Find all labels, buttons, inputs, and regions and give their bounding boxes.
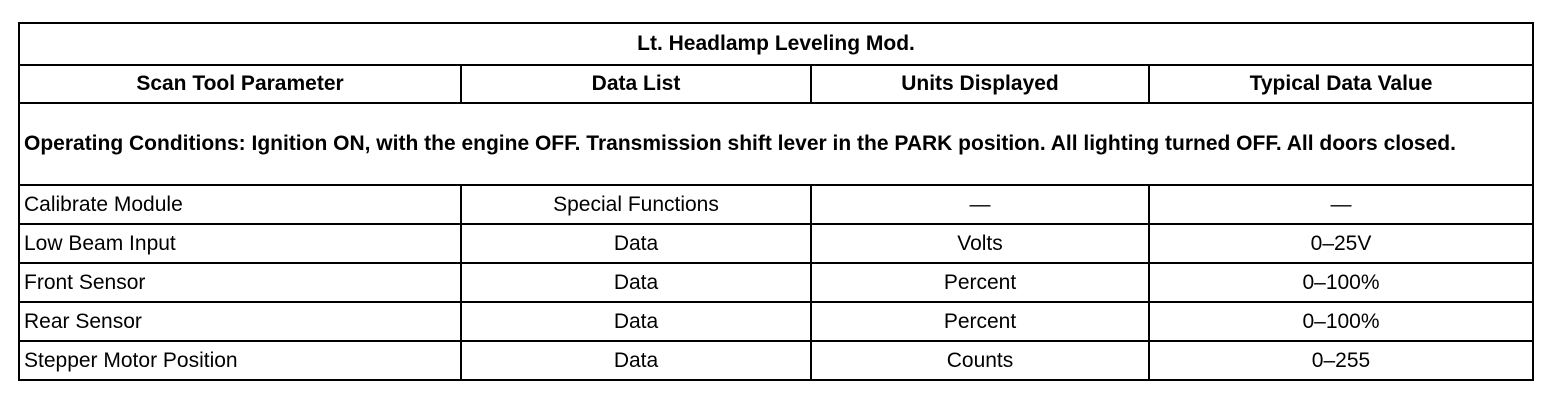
table-row — [19, 224, 1533, 263]
typical-value-cell: 0–100% — [1149, 302, 1533, 341]
typical-value-cell: 0–100% — [1149, 263, 1533, 302]
units-cell: Volts — [811, 224, 1149, 263]
parameter-cell: Low Beam Input — [19, 224, 461, 263]
parameter-cell: Stepper Motor Position — [19, 341, 461, 380]
table-row — [19, 185, 1533, 224]
data-list-cell: Data — [461, 302, 811, 341]
data-list-cell: Special Functions — [461, 185, 811, 224]
header-typical-data-value: Typical Data Value — [1149, 65, 1533, 103]
typical-value-cell: 0–255 — [1149, 341, 1533, 380]
table-header-row — [19, 65, 1533, 103]
parameter-cell: Calibrate Module — [19, 185, 461, 224]
header-units-displayed: Units Displayed — [811, 65, 1149, 103]
typical-value-cell: — — [1149, 185, 1533, 224]
units-cell: Percent — [811, 302, 1149, 341]
scan-tool-data-table — [18, 22, 1534, 381]
header-scan-tool-parameter: Scan Tool Parameter — [19, 65, 461, 103]
units-cell: — — [811, 185, 1149, 224]
table-row — [19, 263, 1533, 302]
operating-conditions: Operating Conditions: Ignition ON, with the engine OFF. Transmission shift lever in the PARK position. All lighting turned OFF. All doors closed. — [19, 103, 1533, 185]
table-title: Lt. Headlamp Leveling Mod. — [19, 23, 1533, 65]
typical-value-cell: 0–25V — [1149, 224, 1533, 263]
units-cell: Percent — [811, 263, 1149, 302]
parameter-cell: Front Sensor — [19, 263, 461, 302]
table-title-row — [19, 23, 1533, 65]
table-row — [19, 302, 1533, 341]
units-cell: Counts — [811, 341, 1149, 380]
operating-conditions-row — [19, 103, 1533, 185]
header-data-list: Data List — [461, 65, 811, 103]
data-list-cell: Data — [461, 263, 811, 302]
data-list-cell: Data — [461, 224, 811, 263]
data-list-cell: Data — [461, 341, 811, 380]
table-row — [19, 341, 1533, 380]
parameter-cell: Rear Sensor — [19, 302, 461, 341]
